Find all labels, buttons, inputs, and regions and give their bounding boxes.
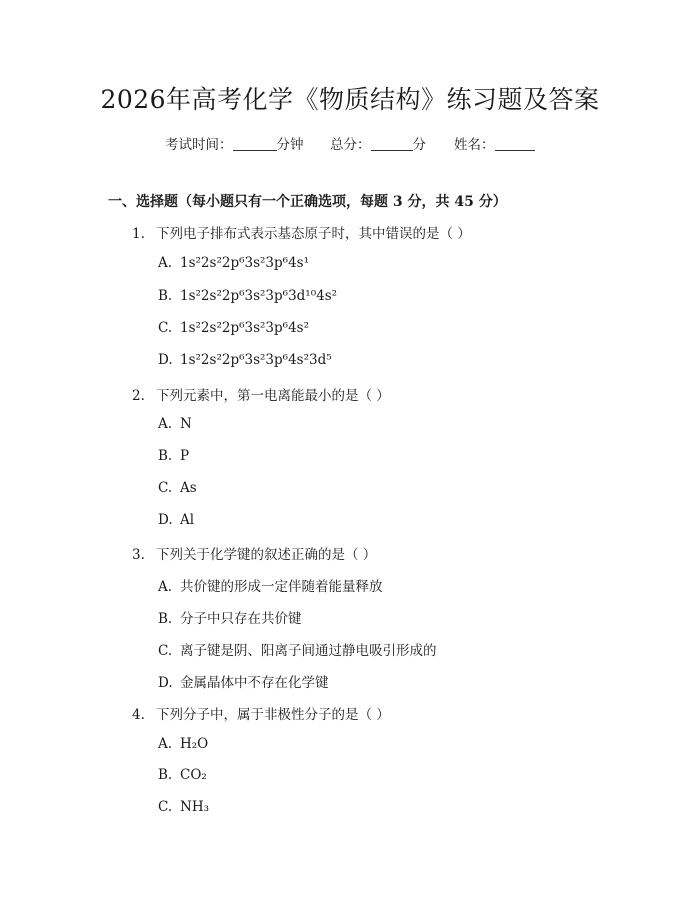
question-number: 3. bbox=[132, 547, 145, 563]
total-score-field bbox=[330, 133, 426, 153]
answer-option[interactable] bbox=[158, 799, 209, 815]
question-stem bbox=[132, 703, 390, 723]
question-text: 下列关于化学键的叙述正确的是（ ） bbox=[156, 547, 377, 563]
question-text: 下列元素中，第一电离能最小的是（ ） bbox=[156, 388, 390, 404]
answer-option[interactable] bbox=[158, 416, 192, 432]
option-letter: A. bbox=[158, 579, 173, 595]
option-letter: D. bbox=[158, 352, 173, 368]
option-letter: B. bbox=[158, 767, 173, 783]
option-text: 共价键的形成一定伴随着能量释放 bbox=[180, 579, 383, 595]
answer-option[interactable] bbox=[158, 288, 337, 304]
question-stem bbox=[132, 543, 376, 563]
total-score-blank[interactable] bbox=[371, 136, 413, 151]
total-score-label: 总分： bbox=[330, 137, 371, 153]
option-text: 1s²2s²2p⁶3s²3p⁶4s²3d⁵ bbox=[180, 352, 332, 368]
section-heading: 一、选择题（每小题只有一个正确选项，每题 3 分，共 45 分） bbox=[108, 194, 507, 210]
student-name-blank[interactable] bbox=[495, 136, 535, 151]
option-letter: A. bbox=[158, 255, 173, 271]
answer-option[interactable] bbox=[158, 320, 309, 336]
exam-time-label: 考试时间： bbox=[165, 137, 233, 153]
question-text: 下列电子排布式表示基态原子时，其中错误的是（ ） bbox=[156, 226, 471, 242]
option-letter: A. bbox=[158, 736, 173, 752]
answer-option[interactable] bbox=[158, 736, 208, 752]
option-letter: B. bbox=[158, 288, 173, 304]
question-number: 2. bbox=[132, 388, 145, 404]
answer-option[interactable] bbox=[158, 671, 329, 691]
total-score-unit: 分 bbox=[412, 137, 426, 153]
option-text: H₂O bbox=[180, 736, 209, 752]
option-text: As bbox=[180, 480, 197, 496]
question-number: 4. bbox=[132, 707, 145, 723]
question-stem bbox=[132, 222, 471, 242]
exam-time-blank[interactable] bbox=[233, 136, 277, 151]
page-title: 2026年高考化学《物质结构》练习题及答案 bbox=[100, 85, 600, 114]
answer-option[interactable] bbox=[158, 607, 302, 627]
option-text: NH₃ bbox=[180, 799, 209, 815]
answer-option[interactable] bbox=[158, 512, 194, 528]
option-letter: C. bbox=[158, 320, 173, 336]
option-text: 离子键是阴、阳离子间通过静电吸引形成的 bbox=[180, 643, 437, 659]
option-letter: C. bbox=[158, 643, 173, 659]
option-letter: C. bbox=[158, 480, 173, 496]
option-letter: B. bbox=[158, 611, 173, 627]
option-letter: D. bbox=[158, 675, 173, 691]
option-letter: C. bbox=[158, 799, 173, 815]
answer-option[interactable] bbox=[158, 639, 437, 659]
answer-option[interactable] bbox=[158, 448, 189, 464]
question-stem bbox=[132, 384, 390, 404]
answer-option[interactable] bbox=[158, 767, 207, 783]
option-text: 1s²2s²2p⁶3s²3p⁶3d¹⁰4s² bbox=[180, 288, 338, 304]
question-number: 1. bbox=[132, 226, 145, 242]
option-text: P bbox=[180, 448, 190, 464]
option-text: 1s²2s²2p⁶3s²3p⁶4s² bbox=[180, 320, 310, 336]
exam-time-unit: 分钟 bbox=[276, 137, 304, 153]
option-text: 分子中只存在共价键 bbox=[180, 611, 302, 627]
answer-option[interactable] bbox=[158, 575, 383, 595]
exam-time-field bbox=[165, 133, 304, 153]
option-text: N bbox=[180, 416, 192, 432]
answer-option[interactable] bbox=[158, 480, 197, 496]
answer-option[interactable] bbox=[158, 352, 332, 368]
answer-option[interactable] bbox=[158, 255, 309, 271]
option-text: CO₂ bbox=[180, 767, 207, 783]
option-text: 1s²2s²2p⁶3s²3p⁶4s¹ bbox=[180, 255, 310, 271]
option-letter: D. bbox=[158, 512, 173, 528]
option-letter: B. bbox=[158, 448, 173, 464]
option-text: 金属晶体中不存在化学键 bbox=[180, 675, 329, 691]
option-letter: A. bbox=[158, 416, 173, 432]
option-text: Al bbox=[180, 512, 195, 528]
student-name-label: 姓名： bbox=[454, 137, 495, 153]
student-name-field bbox=[454, 133, 535, 153]
question-text: 下列分子中，属于非极性分子的是（ ） bbox=[156, 707, 390, 723]
